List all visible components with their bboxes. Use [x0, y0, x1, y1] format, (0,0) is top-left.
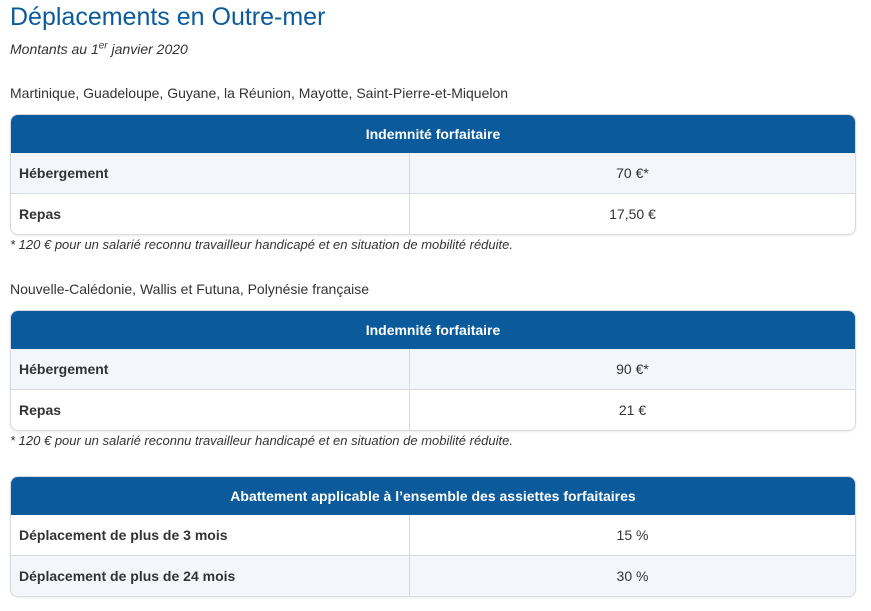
table-header: Indemnité forfaitaire — [11, 115, 855, 153]
row-value: 30 % — [616, 568, 649, 584]
footnote-2: * 120 € pour un salarié reconnu travailleur handicapé et en situation de mobilité réduite. — [10, 433, 513, 448]
row-label: Déplacement de plus de 24 mois — [11, 556, 410, 596]
row-label: Repas — [11, 390, 410, 430]
page-subtitle — [10, 40, 188, 58]
region-label-1: Martinique, Guadeloupe, Guyane, la Réunion, Mayotte, Saint-Pierre-et-Miquelon — [10, 85, 509, 101]
footnote-1: * 120 € pour un salarié reconnu travailleur handicapé et en situation de mobilité réduite. — [10, 237, 513, 252]
table-row — [11, 555, 855, 596]
row-label: Hébergement — [11, 153, 410, 193]
deduction-table — [10, 476, 856, 597]
row-label: Repas — [11, 194, 410, 234]
subtitle-superscript: er — [98, 40, 108, 52]
row-label: Hébergement — [11, 349, 410, 389]
row-value: 70 €* — [616, 165, 649, 181]
table-row — [11, 515, 855, 555]
row-value: 90 €* — [616, 361, 649, 377]
row-value: 17,50 € — [609, 206, 656, 222]
allowance-table-2 — [10, 310, 856, 431]
row-value: 21 € — [618, 402, 647, 418]
row-label: Déplacement de plus de 3 mois — [11, 515, 410, 555]
page-title: Déplacements en Outre-mer — [10, 3, 326, 31]
table-row — [11, 349, 855, 389]
table-row — [11, 389, 855, 430]
table-header: Abattement applicable à l’ensemble des assiettes forfaitaires — [11, 477, 855, 515]
table-header: Indemnité forfaitaire — [11, 311, 855, 349]
table-row — [11, 193, 855, 234]
allowance-table-1 — [10, 114, 856, 235]
region-label-2: Nouvelle-Calédonie, Wallis et Futuna, Polynésie française — [10, 281, 369, 297]
subtitle-suffix: janvier 2020 — [107, 41, 188, 57]
table-row — [11, 153, 855, 193]
row-value: 15 % — [616, 527, 649, 543]
subtitle-prefix: Montants au 1 — [10, 41, 99, 57]
